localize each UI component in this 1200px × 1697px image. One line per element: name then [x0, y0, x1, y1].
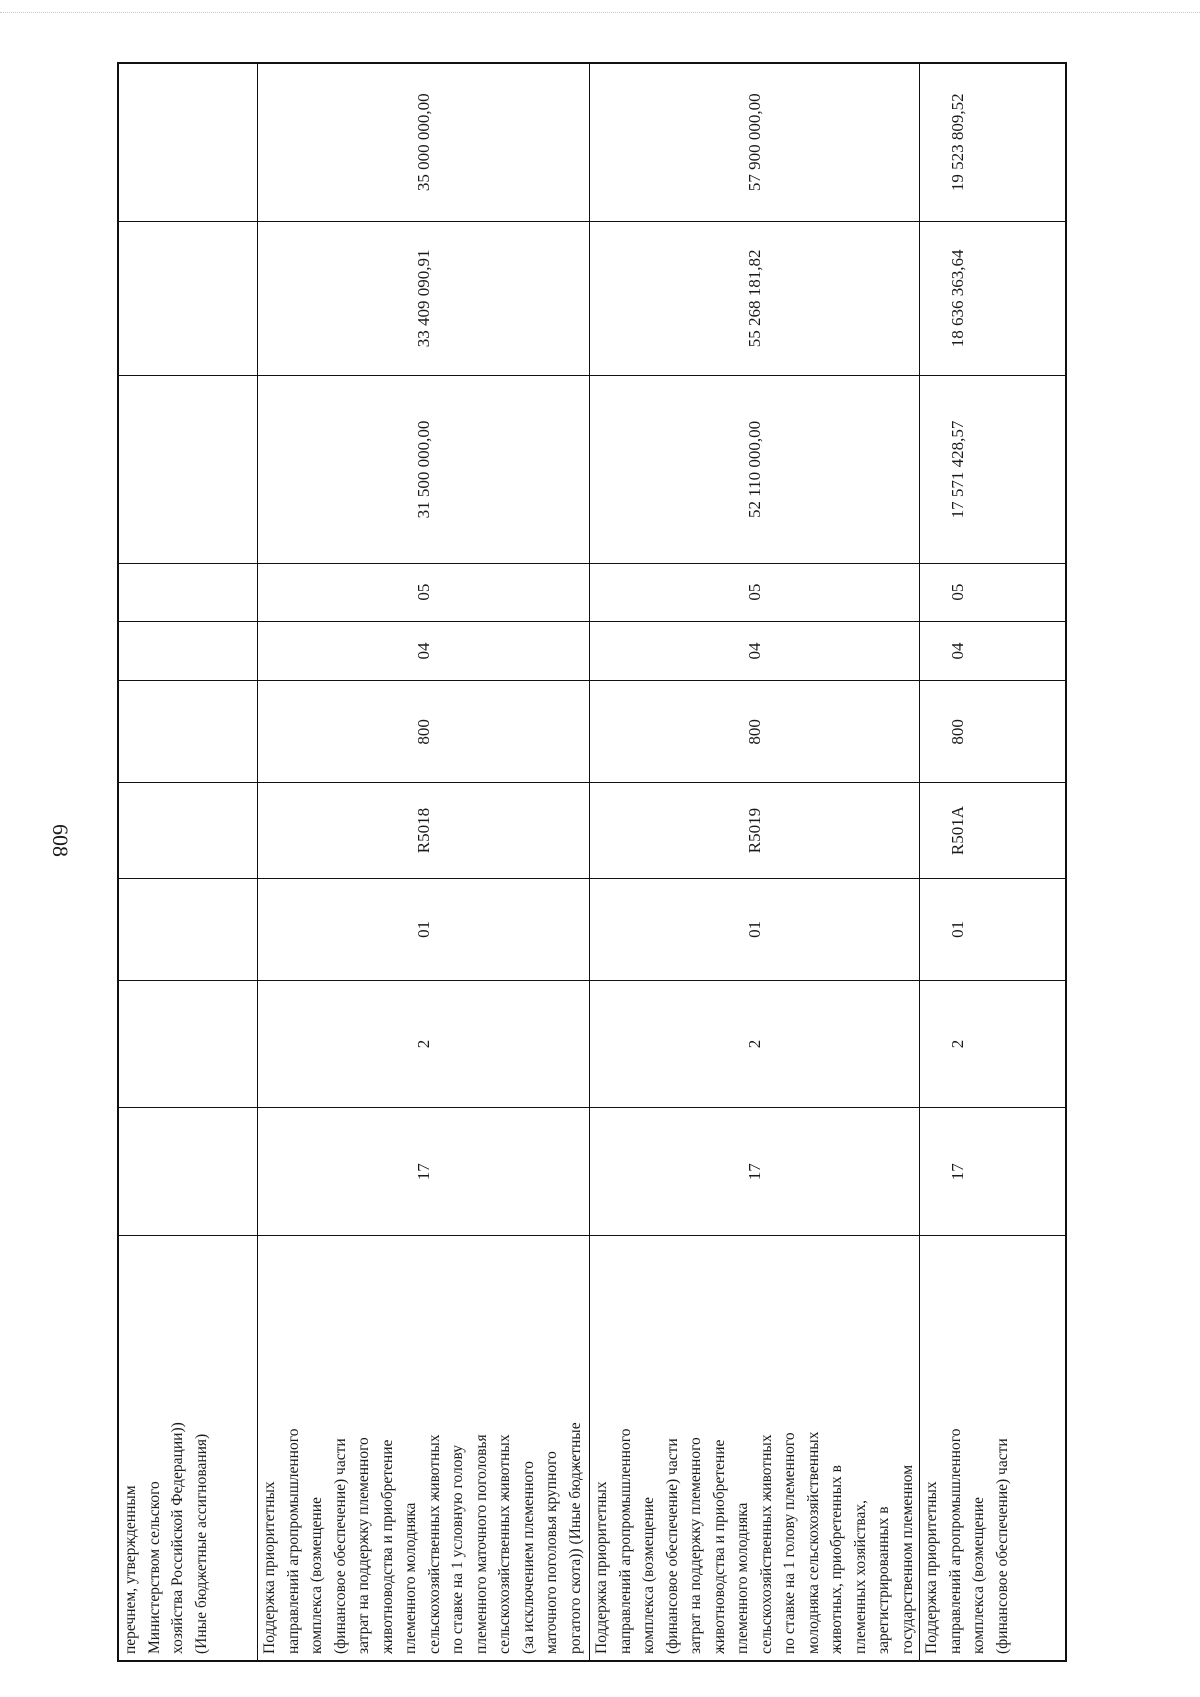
table-cell-gp [119, 1108, 257, 1236]
table-cell-name: Поддержка приоритетных направлений агропромышленного комплекса (возмещение (финансовое обеспечение) части [923, 1428, 1011, 1654]
table-cell-vr: 800 [258, 681, 589, 783]
table-cell-sum-3: 19 523 809,52 [920, 64, 1065, 222]
table-row [589, 64, 919, 1660]
table-row [119, 64, 257, 1660]
table-row [257, 64, 589, 1660]
table-cell-pr: 05 [590, 564, 919, 622]
table-cell-code: R501A [920, 783, 1065, 879]
table-cell-rz: 04 [920, 622, 1065, 682]
table-cell-pp [119, 981, 257, 1109]
table-cell-pr [119, 564, 257, 622]
table-cell-name: Поддержка приоритетных направлений агропромышленного комплекса (возмещение (финансовое обеспечение) части затрат на поддержку племенного животноводства и приобретение племенного молодняка сельскохозяйственных животных по ставке на 1 условную голову племенного маточного поголовья сельскохозяйственных животных (за исключением племенного маточного поголовья крупного рогатого скота)) (Иные бюджетные [261, 1422, 584, 1654]
table-cell-pp: 2 [920, 981, 1065, 1109]
table-cell-gp: 17 [258, 1108, 589, 1236]
table-cell-pp: 2 [258, 981, 589, 1109]
table-cell-osn: 01 [258, 879, 589, 981]
table-cell-rz [119, 622, 257, 682]
table-cell-name: Поддержка приоритетных направлений агропромышленного комплекса (возмещение (финансовое обеспечение) части затрат на поддержку племенного животноводства и приобретение племенного молодняка сельскохозяйственных животных по ставке на 1 голову племенного молодняка сельскохозяйственных животных, приобретенных в племенных хозяйствах, зарегистрированных в государственном племенном [593, 1428, 916, 1654]
table-cell-pp: 2 [590, 981, 919, 1109]
table-cell-sum-1: 52 110 000,00 [590, 376, 919, 564]
table-cell-sum-1: 31 500 000,00 [258, 376, 589, 564]
table-cell-vr [119, 681, 257, 783]
table-cell-gp: 17 [920, 1108, 1065, 1236]
table-cell-sum-3: 57 900 000,00 [590, 64, 919, 222]
table-cell-sum-1: 17 571 428,57 [920, 376, 1065, 564]
table-cell-code: R5019 [590, 783, 919, 879]
table-cell-sum-3 [119, 64, 257, 222]
table-cell-vr: 800 [590, 681, 919, 783]
table-cell-sum-2 [119, 222, 257, 377]
table-cell-sum-1 [119, 376, 257, 564]
budget-table [117, 62, 1067, 1662]
table-cell-osn [119, 879, 257, 981]
page-number: 608 [48, 824, 73, 857]
table-cell-name: перечнем, утвержденным Министерством сельского хозяйства Российской Федерации)) (Иные бюджетные ассигнования) [122, 1422, 210, 1654]
table-row [919, 64, 1065, 1660]
table-cell-code: R5018 [258, 783, 589, 879]
table-cell-rz: 04 [590, 622, 919, 682]
table-cell-code [119, 783, 257, 879]
table-cell-pr: 05 [920, 564, 1065, 622]
scan-edge [0, 12, 1200, 13]
table-cell-osn: 01 [590, 879, 919, 981]
table-cell-vr: 800 [920, 681, 1065, 783]
table-cell-sum-3: 35 000 000,00 [258, 64, 589, 222]
table-cell-sum-2: 55 268 181,82 [590, 222, 919, 377]
table-cell-gp: 17 [590, 1108, 919, 1236]
table-cell-pr: 05 [258, 564, 589, 622]
table-cell-osn: 01 [920, 879, 1065, 981]
table-cell-rz: 04 [258, 622, 589, 682]
table-cell-sum-2: 33 409 090,91 [258, 222, 589, 377]
table-cell-sum-2: 18 636 363,64 [920, 222, 1065, 377]
